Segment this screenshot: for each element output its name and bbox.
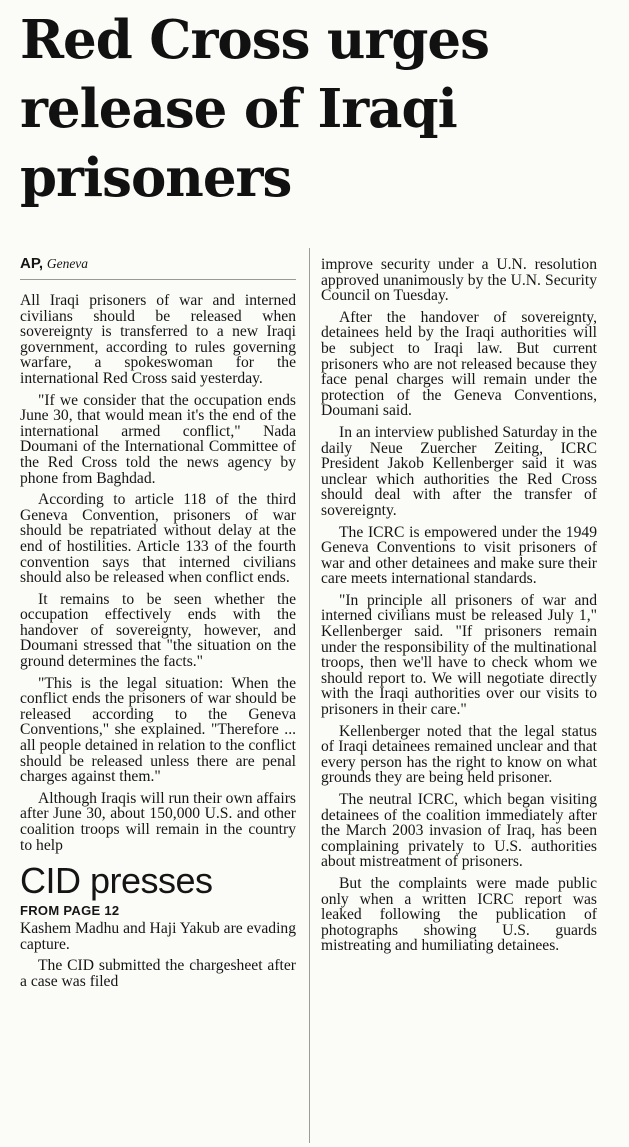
article-paragraph: "In principle all prisoners of war and interned civilians must be released July 1," Kellenberger said. "If prisoners remain under the responsibility of the multinational troops, then we'll have to check whom we should report to. We will negotiate directly with the Iraqi authorities over our visits to prisoners in their care.": [321, 591, 597, 719]
article-paragraph: But the complaints were made public only when a written ICRC report was leaked following the publication of photographs showing U.S. guards mistreating and humiliating detainees.: [321, 874, 597, 955]
article-paragraph: The ICRC is empowered under the 1949 Geneva Conventions to visit prisoners of war and other detainees and make sure their care meets international standards.: [321, 523, 597, 588]
byline: [20, 255, 296, 280]
headline-line: Red Cross urges: [20, 9, 489, 71]
from-page-label: FROM PAGE 12: [20, 903, 120, 919]
column-divider: [309, 248, 310, 1143]
article-left-column: [20, 255, 296, 996]
article-paragraph: In an interview published Saturday in the daily Neue Zuercher Zeiting, ICRC President Jakob Kellenberger said it was unclear which authorities the Red Cross should deal with after the transfer of sovereignty.: [321, 423, 597, 519]
cid-paragraph: The CID submitted the chargesheet after a case was filed: [20, 957, 296, 990]
article-paragraph: After the handover of sovereignty, detainees held by the Iraqi authorities will be subject to Iraqi law. But current prisoners who are not released because they face penal charges will remain under the protection of the Geneva Conventions, Doumani said.: [321, 308, 597, 420]
cid-paragraph: Kashem Madhu and Haji Yakub are evading capture.: [20, 920, 296, 953]
article-paragraph: improve security under a U.N. resolution approved unanimously by the U.N. Security Council on Tuesday.: [321, 256, 597, 305]
article-paragraph: According to article 118 of the third Geneva Convention, prisoners of war should be repatriated without delay at the end of hostilities. Article 133 of the fourth convention says that interned civilians should also be released when conflict ends.: [20, 491, 296, 587]
byline-location: Geneva: [46, 256, 89, 271]
headline-line: release of Iraqi: [20, 78, 457, 140]
cid-headline: CID presses: [20, 860, 213, 902]
article-paragraph: "If we consider that the occupation ends June 30, that would mean it's the end of the international armed conflict," Nada Doumani of the International Committee of the Red Cross told the news agency by phone from Baghdad.: [20, 391, 296, 487]
article-paragraph: It remains to be seen whether the occupation effectively ends with the handover of sovereignty, however, and Doumani stressed that "the situation on the ground determines the facts.": [20, 590, 296, 671]
article-paragraph: "This is the legal situation: When the conflict ends the prisoners of war should be released according to the Geneva Conventions," she explained. "Therefore ... all people detained in relation to the conflict should be released unless there are penal charges against them.": [20, 674, 296, 786]
article-paragraph: The neutral ICRC, which began visiting detainees of the coalition immediately after the March 2003 invasion of Iraq, has been complaining privately to U.S. authorities about mistreatment of prisoners.: [321, 791, 597, 871]
byline-agency: AP,: [20, 255, 44, 272]
article-paragraph: Although Iraqis will run their own affairs after June 30, about 150,000 U.S. and other coalition troops will remain in the country to help: [20, 789, 296, 854]
headline-line: prisoners: [20, 147, 292, 209]
article-paragraph: All Iraqi prisoners of war and interned civilians should be released when sovereignty is transferred to a new Iraqi government, according to rules governing warfare, a spokeswoman for the international Red Cross said yesterday.: [20, 292, 296, 387]
headline: [20, 6, 620, 213]
article-paragraph: Kellenberger noted that the legal status of Iraqi detainees remained unclear and that every person has the right to know on what grounds they are being held prisoner.: [321, 722, 597, 787]
article-right-column: [321, 257, 597, 960]
